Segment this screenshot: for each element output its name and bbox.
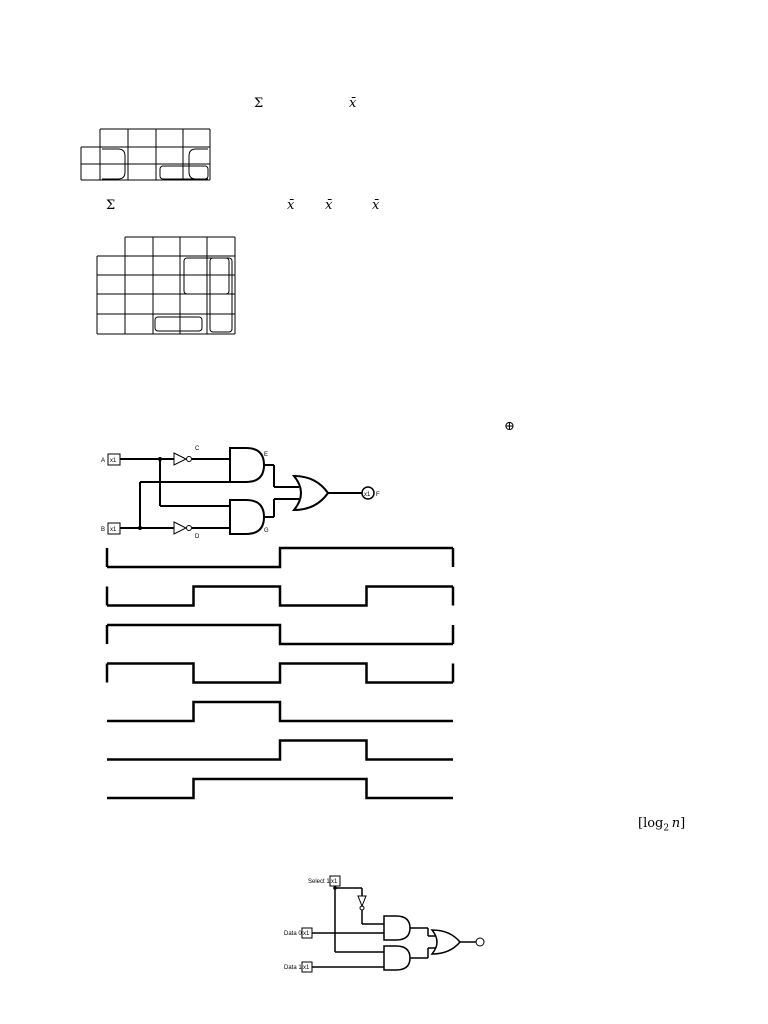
xor-circuit (96, 440, 396, 545)
waveform-6 (107, 741, 453, 760)
input-b-label: B (101, 527, 106, 533)
sigma-symbol-2: Σ (106, 198, 116, 213)
or-gate (294, 476, 328, 510)
log-expression (638, 816, 685, 834)
waveform-2 (107, 587, 453, 606)
wire-g-label: G (264, 528, 269, 534)
data1-pin-text: x1 (303, 965, 310, 971)
kmap2-loop-bottom (155, 317, 202, 331)
input-a-label: A (101, 458, 106, 464)
log-open: [log (638, 816, 664, 831)
log-variable: n (671, 816, 681, 831)
waveform-5 (107, 702, 453, 721)
mux-circuit (280, 866, 500, 981)
waveform-7 (107, 779, 453, 798)
wire-e-label: E (264, 452, 269, 458)
x-bar-symbol-4: x̄ (372, 198, 380, 213)
kmap1-loop-bottom (160, 166, 208, 179)
wire-c-label: C (195, 446, 200, 452)
waveform-4 (107, 664, 453, 683)
x-bar-symbol-3: x̄ (325, 198, 333, 213)
sigma-symbol: Σ (254, 96, 264, 111)
data1-label: Data 1 (284, 965, 302, 971)
waveform-3 (107, 625, 453, 644)
xor-symbol: ⊕ (504, 419, 515, 434)
mux-or-gate (432, 930, 460, 954)
select-label: Select 1 (308, 879, 330, 885)
mux-and-gate-lower (384, 946, 410, 970)
mux-and-gate-upper (384, 916, 410, 940)
timing-diagram (100, 540, 460, 805)
karnaugh-map-2-grid (96, 236, 238, 336)
input-b-pin-text: x1 (110, 527, 117, 533)
data0-label: Data 0 (284, 931, 302, 937)
x-bar-symbol-2: x̄ (287, 198, 295, 213)
output-label: F (376, 492, 380, 498)
data0-pin-text: x1 (303, 931, 310, 937)
mux-output-pin (476, 938, 484, 946)
input-a-pin-text: x1 (110, 458, 117, 464)
and-gate-upper (230, 448, 264, 482)
log-base: 2 (663, 823, 670, 834)
karnaugh-map-2 (96, 236, 238, 336)
and-gate-lower (230, 500, 264, 534)
wire-d-label: D (195, 534, 200, 540)
waveform-1 (107, 548, 453, 567)
x-bar-symbol: x̄ (349, 96, 357, 111)
karnaugh-map-1-grid (80, 128, 215, 183)
output-pin-text: x1 (364, 492, 371, 498)
log-close: ] (680, 816, 686, 831)
karnaugh-map-1 (80, 128, 215, 183)
select-pin-text: x1 (331, 879, 338, 885)
